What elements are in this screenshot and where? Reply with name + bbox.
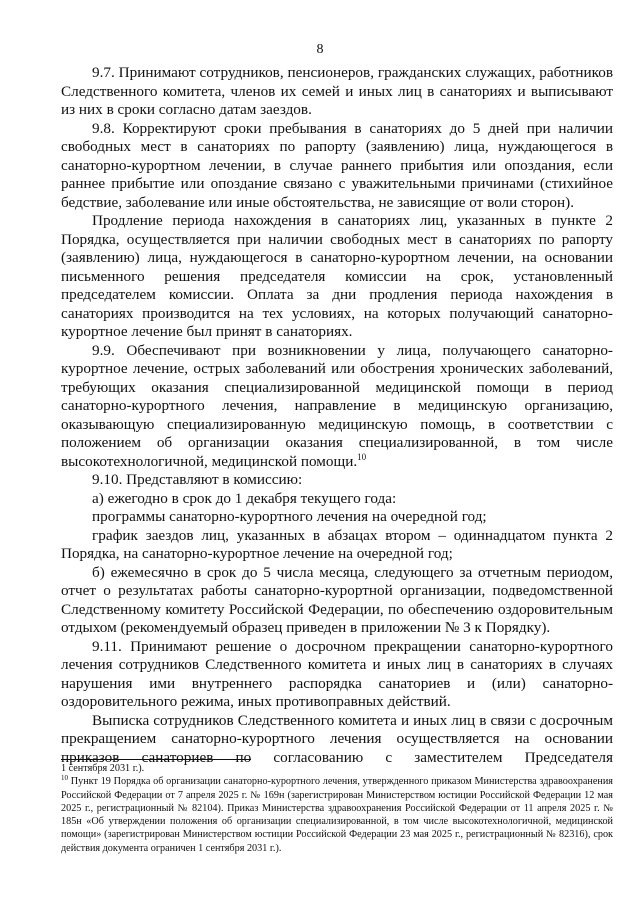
paragraph-p-9-10-b xyxy=(61,564,613,638)
paragraph-text: график заездов лиц, указанных в абзацах втором – одиннадцатом пункта 2 Порядка, на санаторно-курортное лечение на очередной год; xyxy=(61,526,613,562)
paragraph-p-9-9 xyxy=(61,342,613,472)
paragraph-text: 9.8. Корректируют сроки пребывания в санаториях до 5 дней при наличии свободных мест в санаториях по рапорту (заявлению) лица, нуждающегося в санаторно-курортном лечении, в случае раннего прибытия или опоздания, если раннее прибытие или опоздание связано с уважительными причинами (стихийное бедствие, заболевание или иные обстоятельства, не зависящие от воли сторон). xyxy=(61,119,613,211)
footnote-ref: 10 xyxy=(357,451,367,462)
footnote-fn-10 xyxy=(61,775,613,855)
paragraph-text: 9.11. Принимают решение о досрочном прекращении санаторно-курортного лечения сотрудников Следственного комитета и иных лиц в санаториях в случаях нарушения ими внутреннего распорядка санаториев и (или) санаторно-оздоровительного режима, иных противоправных действий. xyxy=(61,637,613,710)
paragraph-text: б) ежемесячно в срок до 5 числа месяца, следующего за отчетным периодом, отчет о результатах работы санаторно-курортной организации, подведомственной Следственному комитету Российской Федерации, по обеспечению оздоровительным отдыхом (рекомендуемый образец приведен в приложении № 3 к Порядку). xyxy=(61,563,613,636)
paragraph-p-9-7 xyxy=(61,64,613,120)
paragraph-text: программы санаторно-курортного лечения на очередной год; xyxy=(92,508,487,525)
paragraph-p-extension xyxy=(61,212,613,342)
paragraph-text: 9.7. Принимают сотрудников, пенсионеров, гражданских служащих, работников Следственного комитета, членов их семей и иных лиц в санаториях и выписывают из них в сроки согласно датам заездов. xyxy=(61,64,613,118)
document-body xyxy=(61,64,613,767)
paragraph-p-9-10-a xyxy=(61,490,613,509)
paragraph-text: а) ежегодно в срок до 1 декабря текущего года: xyxy=(92,489,397,507)
paragraph-text: 9.10. Представляют в комиссию: xyxy=(92,471,303,488)
paragraph-text: Продление периода нахождения в санаториях лиц, указанных в пункте 2 Порядка, осуществляется при наличии свободных мест в санаториях по рапорту (заявлению) лица, нуждающегося в санаторно-курортном лечении, на основании письменного решения председателя комиссии на срок, установленный председателем комиссии. Оплата за дни продления периода нахождения в санаториях производится на тех условиях, на которых получающий санаторно-курортное лечение был принят в санаториях. xyxy=(61,212,613,340)
footnote-text: Пункт 19 Порядка об организации санаторно-курортного лечения, утвержденного приказом Министерства здравоохранения Российской Федерации от 7 апреля 2025 г. № 169н (зарегистрирован Министерством юстиции Российской Федерации 12 мая 2025 г., регистрационный № 82104). Приказ Министерства здравоохранения Российской Федерации от 11 апреля 2025 г. № 185н «Об утверждении положения об организации специализированной, в том числе высокотехнологичной, медицинской помощи» (зарегистрирован Министерством юстиции Российской Федерации 23 мая 2025 г., регистрационный № 82316), срок действия документа ограничен 1 сентября 2031 г.). xyxy=(61,776,613,854)
paragraph-p-programs xyxy=(61,508,613,527)
page-number: 8 xyxy=(316,42,324,57)
footnote-marker: 10 xyxy=(61,774,68,783)
footnote-fn-prev xyxy=(61,762,613,775)
footnotes xyxy=(61,762,613,855)
paragraph-p-schedule xyxy=(61,527,613,564)
paragraph-p-9-10 xyxy=(61,471,613,490)
paragraph-text: Выписка сотрудников Следственного комитета и иных лиц в связи с досрочным прекращением санаторно-курортного лечения осуществляется на основании приказов санаториев по согласованию с заместителем Председателя xyxy=(61,711,613,766)
paragraph-p-9-8 xyxy=(61,120,613,213)
paragraph-text: 9.9. Обеспечивают при возникновении у лица, получающего санаторно-курортное лечение, острых заболеваний или обострения хронических заболеваний, требующих оказания специализированной медицинской помощи в период санаторно-курортного лечения, направление в медицинскую организацию, оказывающую специализированную медицинскую помощь, в соответствии с положением об организации оказания специализированной, в том числе высокотехнологичной, медицинской помощи. xyxy=(61,341,613,470)
footnote-separator xyxy=(61,759,251,760)
footnote-text: 1 сентября 2031 г.). xyxy=(61,763,145,774)
paragraph-p-9-11 xyxy=(61,638,613,712)
